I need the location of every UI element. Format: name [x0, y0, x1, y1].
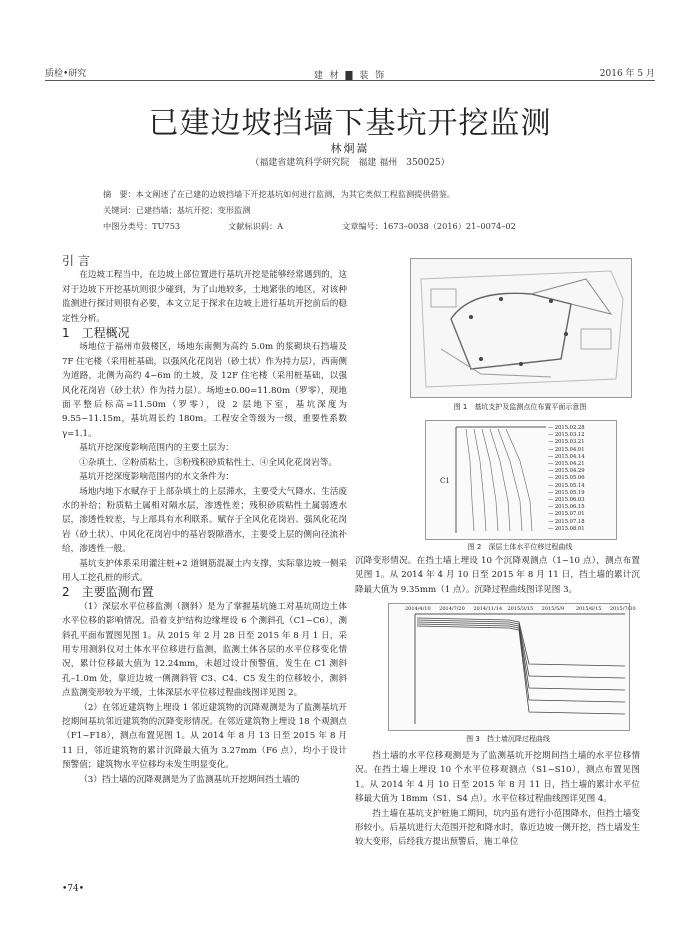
figure-2-legend-entry: — 2015.06.15: [548, 504, 585, 511]
section-1-paragraph: ①杂填土、②粉质粘土、③粉残积砂质粘性土、④全风化花岗岩等。: [79, 457, 338, 468]
section-2-paragraph: （2）在邻近建筑物上埋设 1 邻近建筑物的沉降观测是为了监测基坑开挖期间基坑邻近建筑物的沉降变形情况。在邻近建筑物上埋设 18 个观测点（F1~F18），测点布置见图 1。从 2014 年 8 月 13 日至 2015 年 8 月 11 日，邻近建筑物的累计沉降最大值为 3.27mm（F6 点），均小于设计预警值；建筑物水平位移均未发生明显变化。: [62, 702, 347, 771]
section-1-paragraph: 基坑开挖深度影响范围内的水文条件为：: [79, 472, 234, 483]
doc-code: 文献标识码：A: [228, 221, 284, 231]
figure-2-legend-entry: — 2015.05.19: [548, 489, 585, 496]
figure-3-caption: 图 3 挡土墙沉降过程曲线: [466, 735, 550, 743]
figure-2-legend-entry: — 2015.04.14: [548, 453, 585, 460]
right-paragraph: 挡土墙在基坑支护桩施工期间，坑内虽有进行小范围降水，但挡土墙变形较小。后基坑进行大范围开挖和降水时，靠近边坡一侧开挖，挡土墙发生较大变形，后经我方提出预警后，施工单位: [355, 808, 640, 848]
section-1-paragraph: 基坑开挖深度影响范围内的主要土层为：: [79, 443, 234, 454]
section-1-paragraph: 场地内地下水赋存于上部杂填土的上层滞水，主要受大气降水、生活废水的补给；粉质粘土属相对隔水层，渗透性差；残积砂质粘性土属弱透水层，渗透性较差，与上部具有水利联系。赋存于全风化花岗岩、强风化花岗岩（砂土状）、中风化花岗岩中的基岩裂隙潜水，主要受上层的侧向径流补给，渗透性一般。: [62, 486, 347, 555]
figure-1-site-plan: [410, 258, 632, 398]
figure-3-date-tick: 2015/6/15: [575, 606, 602, 612]
figure-3-chart: [388, 603, 636, 731]
figure-2-legend-entry: — 2015.08.01: [548, 525, 585, 532]
figure-3-date-tick: 2014/4/10: [405, 606, 431, 612]
figure-2-legend-entry: — 2015.05.14: [548, 482, 585, 489]
clc-number: 中图分类号：TU753: [103, 221, 181, 231]
section-2-paragraph: （1）深层水平位移监测（测斜）是为了掌握基坑施工对基坑周边土体水平位移的影响情况。沿着支护结构边缘埋设 6 个测斜孔（C1~C6），测斜孔平面布置图见图 1。从 2015 年 2 月 28 日至 2015 年 8 月 1 日，采用专用测斜仪对土体水平位移进行监测，监测土体各层的水平位移变化情况，累计位移最大值为 12.24mm，未超过设计预警值，发生在 C1 测斜孔–1.0m 处，靠近边坡一侧测斜管 C3、C4、C5 发生的位移较小，测斜点监测变形较为平缓，土体深层水平位移过程曲线图详见图 2。: [62, 601, 347, 699]
figure-2-legend-entry: — 2015.05.06: [548, 475, 585, 482]
intro-heading: 引 言: [62, 254, 90, 268]
right-column-text-1: [355, 554, 640, 597]
page-number: •74•: [62, 884, 85, 894]
header-section: 质检•研究: [45, 69, 87, 79]
figure-2-axis-label: C1: [440, 477, 450, 485]
figure-2-legend-entry: — 2015.04.21: [548, 461, 585, 468]
figure-2-legend-entry: — 2015.07.01: [548, 511, 585, 518]
figure-2-legend-entry: — 2015.06.03: [548, 497, 585, 504]
abstract-text: 摘 要：本文阐述了在已建的边坡挡墙下开挖基坑如何进行监测，为其它类似工程监测提供借鉴。: [103, 189, 456, 199]
header-journal: 建 材 ▇ 装 饰: [313, 71, 387, 81]
figure-2-legend-entry: — 2015.03.21: [548, 439, 585, 446]
figure-3-date-tick: 2015/5/9: [541, 606, 565, 612]
site-plan-drawing: [411, 259, 631, 397]
section-2-paragraph: （3）挡土墙的沉降观测是为了监测基坑开挖期间挡土墙的: [79, 774, 300, 785]
author: 林炯嵩: [330, 142, 370, 155]
figure-2-legend-entry: — 2015.03.12: [548, 432, 585, 439]
figure-1-caption: 图 1 基坑支护及监测点位布置平面示意图: [453, 403, 587, 411]
intro-paragraph: 在边坡工程当中，在边坡上部位置进行基坑开挖是能够经常遇到的，这对于边坡下开挖基坑则很少碰到，为了山地较多，土地紧张的地区，对该种监测进行探讨则很有必要，本文立足于探求在边坡上进行基坑开挖前后的稳定性分析。: [62, 270, 347, 324]
right-paragraph: 挡土墙的水平位移观测是为了监测基坑开挖期间挡土墙的水平位移情况。在挡土墙上埋设 10 个水平位移观测点（S1~S10），测点布置见图 1。从 2014 年 4 月 10 日至 2015 年 8 月 11 日，挡土墙的累计水平位移最大值为 18mm（S1、S4 点）。水平位移过程曲线图详见图 4。: [355, 751, 640, 805]
figure-3-date-tick: 2014/11/14: [473, 606, 503, 612]
figure-2-legend-entry: — 2015.04.01: [548, 446, 585, 453]
section-2-heading: 2 主要监测布置: [62, 585, 154, 600]
figure-2-caption: 图 2 深层土体水平位移过程曲线: [467, 543, 573, 551]
figure-3-date-tick: 2015/3/15: [507, 606, 534, 612]
article-number: 文章编号：1673–0038（2016）21–0074–02: [342, 221, 516, 231]
left-column: [62, 254, 347, 787]
figure-2-legend-entry: — 2015.07.18: [548, 518, 585, 525]
section-1-paragraph: 基坑支护体系采用灌注桩+2 道钢筋混凝土内支撑，实际靠边坡一侧采用人工挖孔桩的形式。: [62, 558, 347, 583]
keywords: 关键词：已建挡墙；基坑开挖；变形监测: [103, 205, 251, 215]
section-1-heading: 1 工程概况: [62, 326, 130, 341]
figure-3-date-tick: 2015/7/30: [610, 606, 636, 612]
section-1-paragraph: 场地位于福州市鼓楼区，场地东南侧为高约 5.0m 的浆砌块石挡墙及 7F 住宅楼（采用桩基础，以强风化花岗岩（砂土状）作为持力层），西南侧为道路，北侧为高约 4~6m 的土坡，及 12F 住宅楼（采用桩基础，以强风化花岗岩（砂土状）作为持力层）。场地±0.00=11.80m（罗零），现地面平整后标高=11.50m（罗零），设 2 层地下室，基坑深度为 9.55~11.15m，基坑周长约 180m。工程安全等级为一级，重要性系数 γ=1.1。: [62, 342, 347, 439]
header-date: 2016 年 5 月: [599, 69, 655, 79]
figure-2-legend: [548, 425, 614, 533]
figure-2-chart: [425, 420, 617, 540]
figure-3-date-tick: 2014/7/20: [439, 606, 465, 612]
header-rule: [45, 80, 655, 81]
page-title: 已建边坡挡墙下基坑开挖监测: [148, 106, 552, 141]
right-paragraph: 沉降变形情况。在挡土墙上埋设 10 个沉降观测点（1~10 点），测点布置见图 1。从 2014 年 4 月 10 日至 2015 年 8 月 11 日，挡土墙的累计沉降最大值为 9.35mm（1 点）。沉降过程曲线图详见图 3。: [355, 556, 640, 595]
figure-2-legend-entry: — 2015.02.28: [548, 425, 585, 431]
figure-2-legend-entry: — 2015.04.29: [548, 468, 585, 475]
figure-3-date-axis: [405, 606, 636, 614]
affiliation: （福建省建筑科学研究院 福建 福州 350025）: [250, 158, 450, 168]
figure-3-curves: [389, 604, 629, 730]
right-column-text-2: [355, 749, 640, 850]
